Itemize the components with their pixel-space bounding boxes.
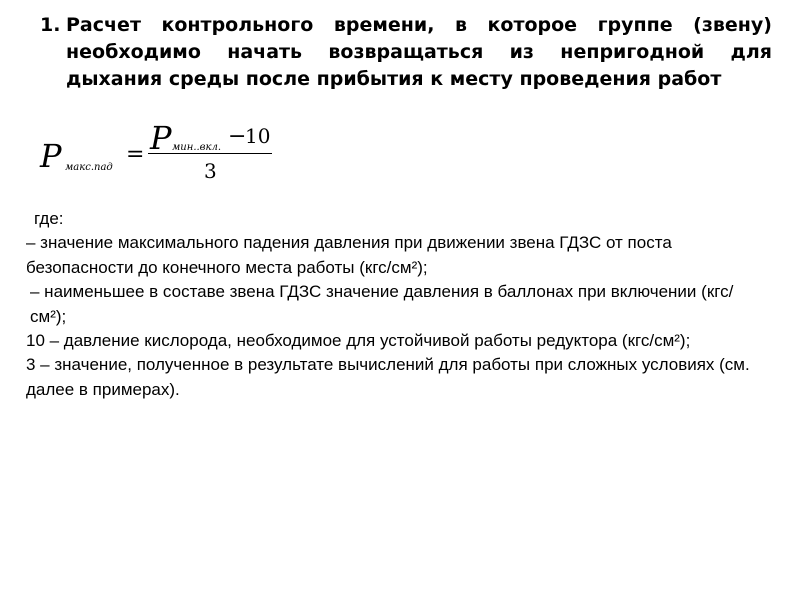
- definitions: [26, 207, 766, 402]
- heading-number: 1.: [40, 14, 61, 36]
- formula-numerator-variable: P: [150, 119, 172, 157]
- formula-equals-sign: =: [126, 142, 145, 167]
- where-label: где:: [34, 209, 64, 228]
- formula-denominator: 3: [204, 159, 217, 183]
- formula-fraction-bar: [148, 153, 272, 154]
- slide-heading: [40, 12, 772, 93]
- formula-minus-sign: −: [228, 124, 247, 149]
- formula-numerator-subscript: мин..вкл.: [172, 142, 222, 153]
- formula-lhs-variable: P: [40, 137, 62, 175]
- definition-line-1: – значение максимального падения давления при движении звена ГДЗС от поста безопасности до конечного места работы (кгс/см²);: [26, 233, 672, 277]
- heading-text: Расчет контрольного времени, в которое группе (звену) необходимо начать возвращаться из непригодной для дыхания среды после прибытия к месту проведения работ: [66, 14, 772, 90]
- definition-line-2: – наименьшее в составе звена ГДЗС значение давления в баллонах при включении (кгс/см²);: [30, 282, 734, 326]
- formula-lhs-subscript: макс.пад: [65, 162, 113, 173]
- formula-numerator-constant: 10: [245, 124, 271, 148]
- definition-line-3: 10 – давление кислорода, необходимое для устойчивой работы редуктора (кгс/см²);: [26, 331, 691, 351]
- definition-line-4: 3 – значение, полученное в результате вычислений для работы при сложных условиях (см. далее в примерах).: [26, 355, 750, 399]
